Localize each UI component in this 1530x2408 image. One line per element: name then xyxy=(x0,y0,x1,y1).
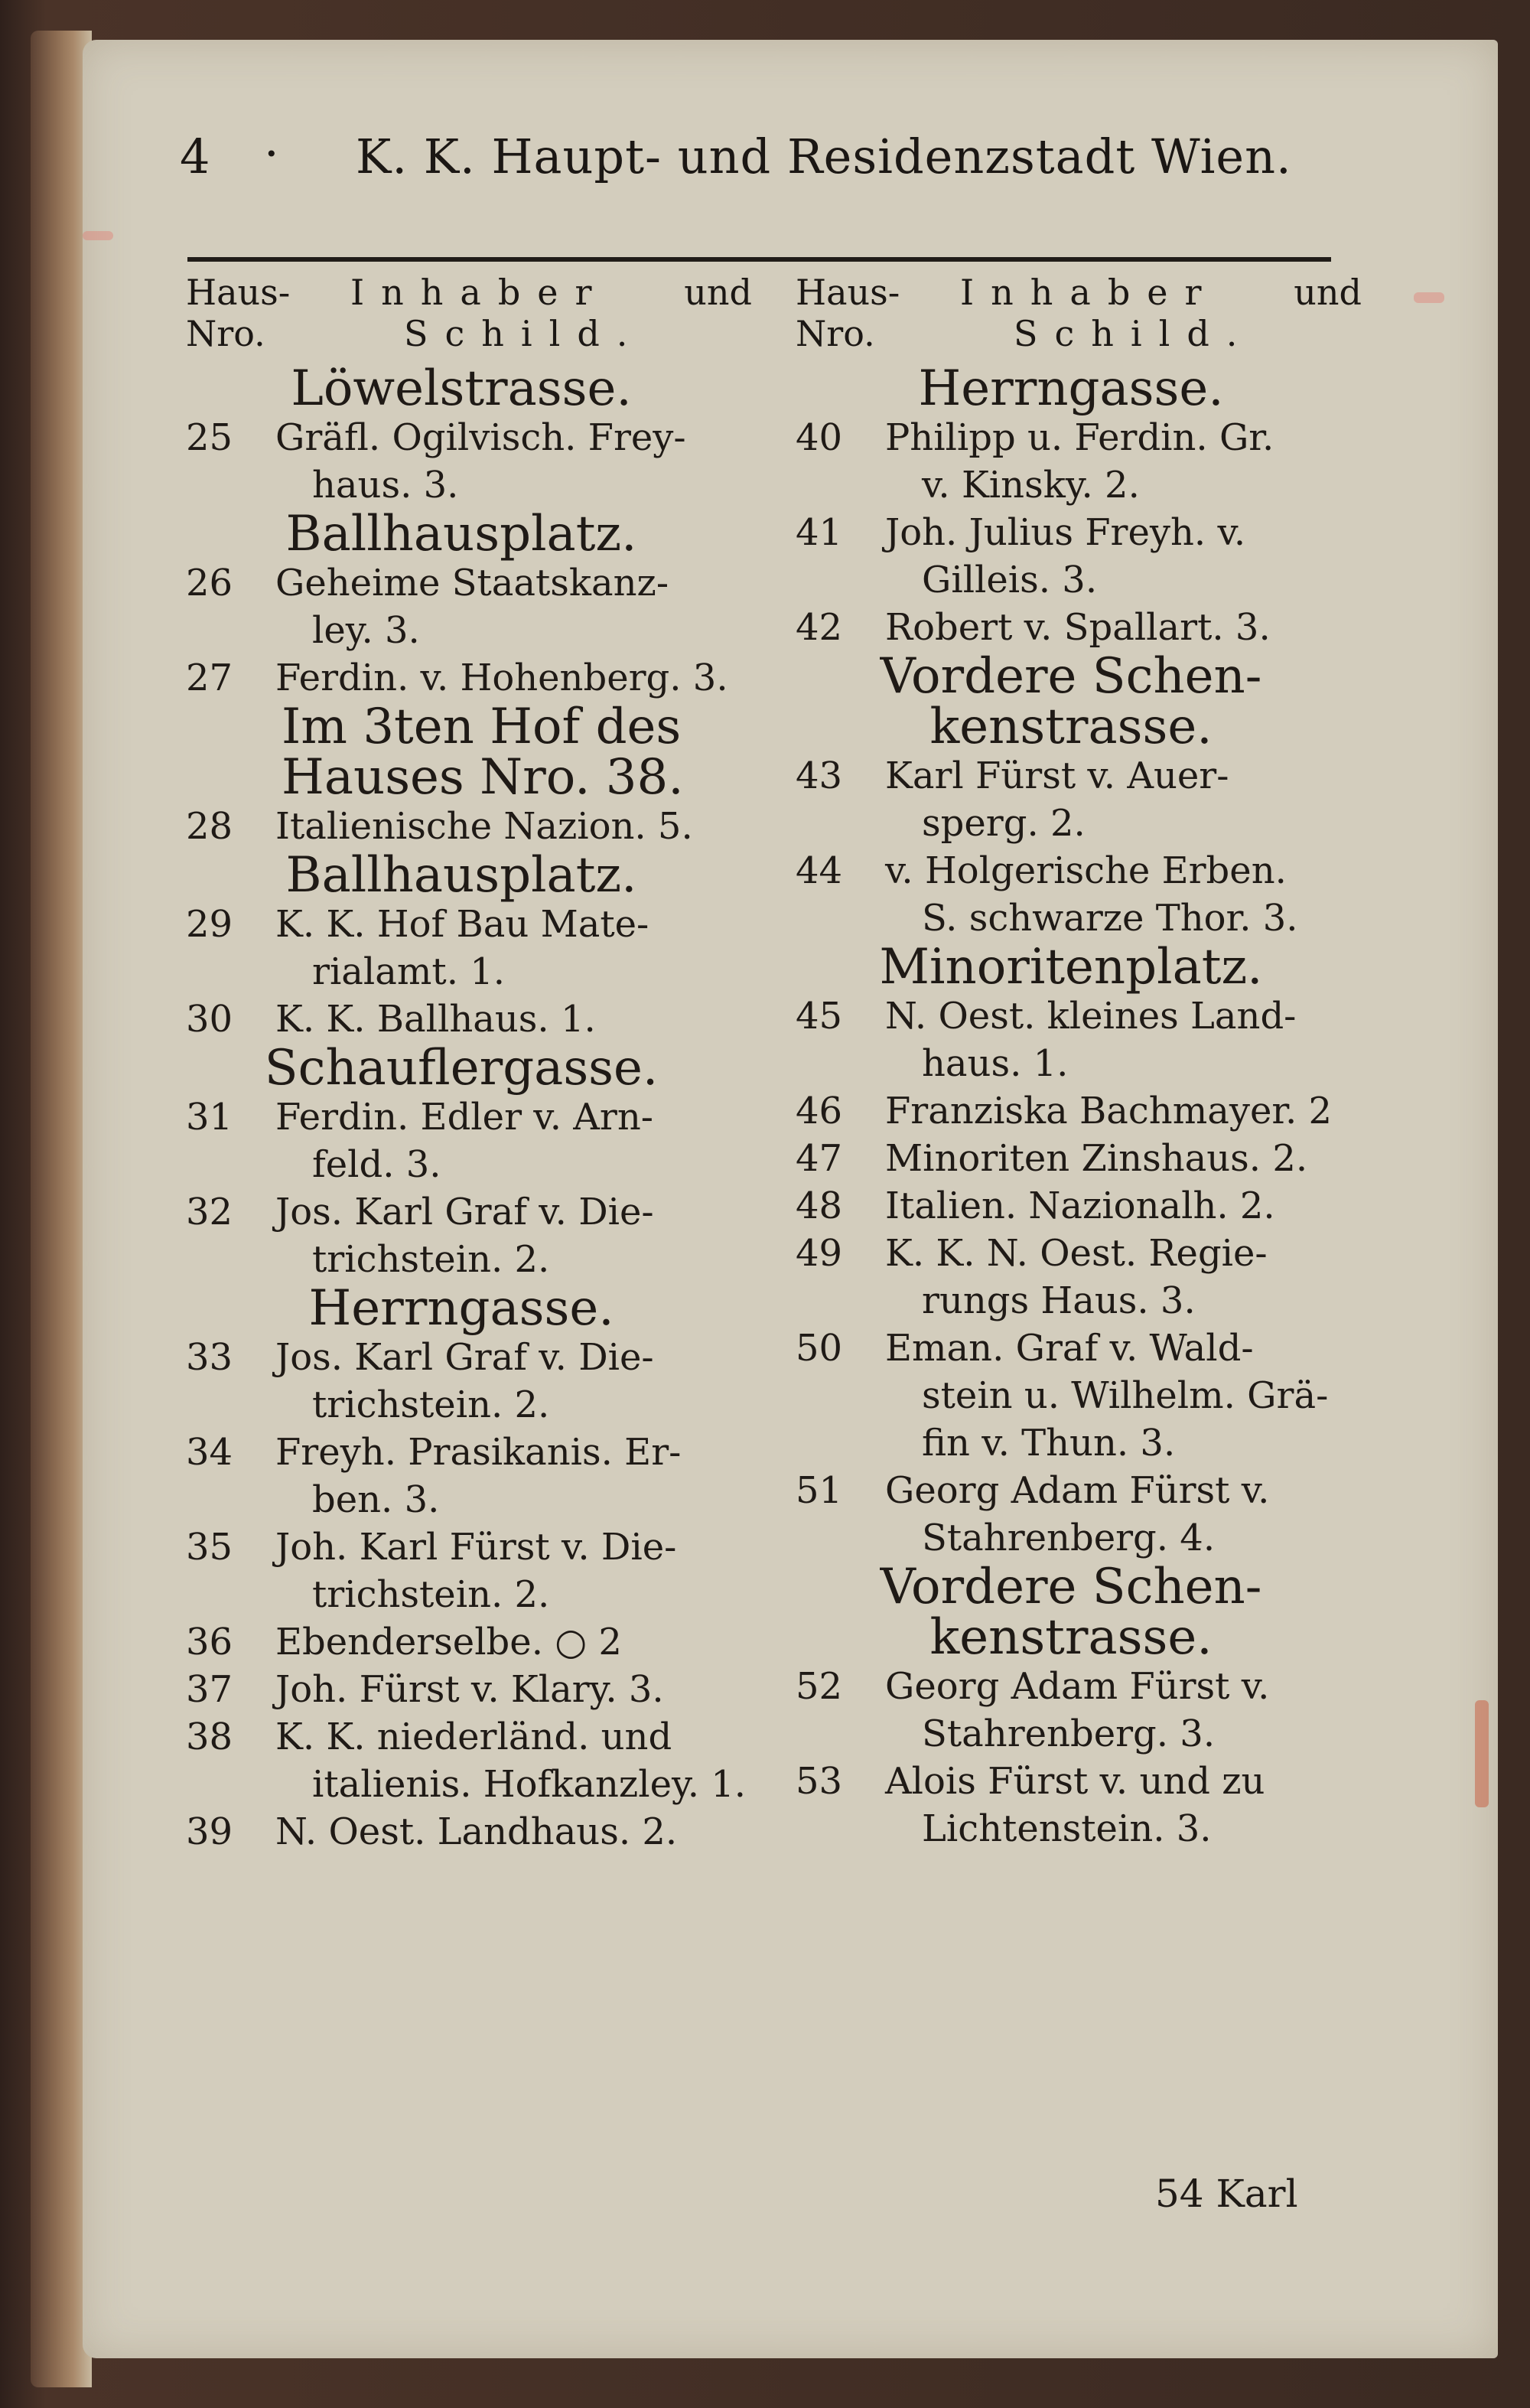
right-column xyxy=(796,272,1392,1852)
col-haus-label: Haus- xyxy=(796,272,900,313)
entry-continuation xyxy=(796,1040,1392,1087)
owner-text: haus. 1. xyxy=(922,1042,1069,1085)
col-schild-label: Schild. xyxy=(1014,313,1255,354)
owner-text: Italien. Nazionalh. 2. xyxy=(885,1184,1275,1227)
owner-text: Franziska Bachmayer. 2 xyxy=(885,1090,1333,1132)
house-number: 50 xyxy=(796,1327,843,1370)
house-number: 38 xyxy=(186,1716,233,1758)
street-heading xyxy=(186,1040,783,1096)
house-entry xyxy=(796,414,1392,461)
street-name: kenstrasse. xyxy=(929,699,1213,755)
house-number: 49 xyxy=(796,1232,843,1275)
house-number: 30 xyxy=(186,998,233,1041)
col-nro-label: Nro. xyxy=(186,313,265,354)
col-nro-label: Nro. xyxy=(796,313,875,354)
owner-text: Jos. Karl Graf v. Die- xyxy=(275,1336,654,1379)
catchword: 54 Karl xyxy=(1155,2172,1298,2216)
house-entry xyxy=(186,654,783,702)
house-entry xyxy=(186,1666,783,1713)
house-entry xyxy=(796,1135,1392,1182)
owner-text: stein u. Wilhelm. Grä- xyxy=(922,1374,1329,1417)
street-heading xyxy=(796,1609,1392,1666)
owner-text: S. schwarze Thor. 3. xyxy=(922,897,1298,940)
stain-mark xyxy=(1414,292,1444,303)
owner-text: Karl Fürst v. Auer- xyxy=(885,754,1229,797)
owner-text: trichstein. 2. xyxy=(312,1573,550,1616)
entry-continuation xyxy=(186,461,783,509)
house-entry xyxy=(796,847,1392,894)
house-entry xyxy=(796,1467,1392,1514)
street-name: Im 3ten Hof des xyxy=(282,699,682,755)
owner-text: v. Holgerische Erben. xyxy=(885,849,1287,892)
entry-continuation xyxy=(796,1514,1392,1562)
owner-text: ben. 3. xyxy=(312,1478,440,1521)
owner-text: feld. 3. xyxy=(312,1143,441,1186)
stain-mark xyxy=(83,231,113,240)
house-entry xyxy=(186,1523,783,1571)
street-heading xyxy=(796,1559,1392,1615)
owner-text: Eman. Graf v. Wald- xyxy=(885,1327,1254,1370)
street-name: Vordere Schen- xyxy=(880,648,1262,705)
owner-text: Ferdin. v. Hohenberg. 3. xyxy=(275,657,728,699)
owner-text: Ebenderselbe. ○ 2 xyxy=(275,1621,622,1663)
house-number: 29 xyxy=(186,903,233,946)
house-entry xyxy=(186,1713,783,1761)
street-heading xyxy=(186,699,783,755)
house-entry xyxy=(186,803,783,850)
owner-text: Italienische Nazion. 5. xyxy=(275,805,693,848)
left-entries xyxy=(186,360,783,1856)
owner-text: Georg Adam Fürst v. xyxy=(885,1469,1270,1512)
column-header xyxy=(186,272,783,363)
owner-text: Lichtenstein. 3. xyxy=(922,1807,1212,1850)
entry-continuation xyxy=(186,1381,783,1429)
left-column xyxy=(186,272,783,1856)
street-name: Ballhausplatz. xyxy=(285,847,637,904)
house-number: 27 xyxy=(186,657,233,699)
owner-text: Georg Adam Fürst v. xyxy=(885,1665,1270,1708)
street-name: Vordere Schen- xyxy=(880,1559,1262,1615)
owner-text: Ferdin. Edler v. Arn- xyxy=(275,1096,653,1139)
house-entry xyxy=(796,1087,1392,1135)
owner-text: Gilleis. 3. xyxy=(922,559,1098,601)
col-inhaber-label: Inhaber xyxy=(960,272,1219,313)
house-entry xyxy=(796,1663,1392,1710)
owner-text: v. Kinsky. 2. xyxy=(922,464,1140,507)
stain-mark xyxy=(1475,1700,1489,1807)
house-entry xyxy=(186,1429,783,1476)
house-entry xyxy=(186,1334,783,1381)
street-heading xyxy=(186,506,783,562)
house-entry xyxy=(796,992,1392,1040)
owner-text: fin v. Thun. 3. xyxy=(922,1422,1176,1465)
owner-text: ley. 3. xyxy=(312,609,420,652)
house-number: 45 xyxy=(796,995,843,1038)
street-heading xyxy=(796,939,1392,995)
owner-text: haus. 3. xyxy=(312,464,459,507)
entry-continuation xyxy=(796,894,1392,942)
house-number: 47 xyxy=(796,1137,843,1180)
entry-continuation xyxy=(796,1710,1392,1758)
street-heading xyxy=(186,847,783,904)
house-number: 33 xyxy=(186,1336,233,1379)
house-entry xyxy=(186,559,783,607)
house-number: 32 xyxy=(186,1191,233,1233)
house-number: 35 xyxy=(186,1526,233,1569)
entry-continuation xyxy=(186,1141,783,1188)
house-number: 46 xyxy=(796,1090,843,1132)
house-entry xyxy=(186,995,783,1043)
column-header xyxy=(796,272,1392,363)
entry-continuation xyxy=(186,1236,783,1283)
header-title: K. K. Haupt- und Residenzstadt Wien. xyxy=(356,129,1292,184)
street-name: Hauses Nro. 38. xyxy=(282,749,684,806)
col-schild-label: Schild. xyxy=(404,313,645,354)
house-number: 25 xyxy=(186,416,233,459)
house-entry xyxy=(796,1182,1392,1230)
entry-continuation xyxy=(796,556,1392,604)
street-name: Herrngasse. xyxy=(918,360,1224,417)
house-entry xyxy=(796,604,1392,651)
house-entry xyxy=(186,1093,783,1141)
street-heading xyxy=(796,699,1392,755)
house-number: 31 xyxy=(186,1096,233,1139)
house-number: 52 xyxy=(796,1665,843,1708)
owner-text: sperg. 2. xyxy=(922,802,1086,845)
street-heading xyxy=(186,1280,783,1337)
house-number: 48 xyxy=(796,1184,843,1227)
street-heading xyxy=(186,360,783,417)
street-heading xyxy=(796,360,1392,417)
entry-continuation xyxy=(796,800,1392,847)
col-und-label: und xyxy=(684,272,752,313)
owner-text: N. Oest. kleines Land- xyxy=(885,995,1297,1038)
house-number: 40 xyxy=(796,416,843,459)
house-entry xyxy=(796,1325,1392,1372)
street-name: kenstrasse. xyxy=(929,1609,1213,1666)
house-entry xyxy=(796,1230,1392,1277)
entry-continuation xyxy=(186,1761,783,1808)
owner-text: Joh. Karl Fürst v. Die- xyxy=(275,1526,677,1569)
house-entry xyxy=(186,1618,783,1666)
house-number: 28 xyxy=(186,805,233,848)
entry-continuation xyxy=(186,607,783,654)
entry-continuation xyxy=(186,948,783,995)
entry-continuation xyxy=(796,1277,1392,1325)
owner-text: Joh. Fürst v. Klary. 3. xyxy=(275,1668,664,1711)
house-entry xyxy=(796,752,1392,800)
street-name: Ballhausplatz. xyxy=(285,506,637,562)
entry-continuation xyxy=(796,1372,1392,1419)
street-name: Schauflergasse. xyxy=(264,1040,659,1096)
house-entry xyxy=(796,1758,1392,1805)
owner-text: trichstein. 2. xyxy=(312,1383,550,1426)
entry-continuation xyxy=(796,461,1392,509)
col-haus-label: Haus- xyxy=(186,272,291,313)
header-rule xyxy=(187,257,1331,262)
owner-text: Jos. Karl Graf v. Die- xyxy=(275,1191,654,1233)
owner-text: Freyh. Prasikanis. Er- xyxy=(275,1431,682,1474)
owner-text: Geheime Staatskanz- xyxy=(275,562,669,604)
house-number: 43 xyxy=(796,754,843,797)
owner-text: Philipp u. Ferdin. Gr. xyxy=(885,416,1274,459)
street-name: Herrngasse. xyxy=(308,1280,614,1337)
entry-continuation xyxy=(186,1476,783,1523)
house-number: 37 xyxy=(186,1668,233,1711)
col-inhaber-label: Inhaber xyxy=(350,272,609,313)
owner-text: Alois Fürst v. und zu xyxy=(885,1760,1265,1803)
street-name: Minoritenplatz. xyxy=(879,939,1263,995)
street-heading xyxy=(186,749,783,806)
entry-continuation xyxy=(186,1571,783,1618)
entry-continuation xyxy=(796,1419,1392,1467)
page-number: 4 xyxy=(180,129,211,184)
owner-text: Joh. Julius Freyh. v. xyxy=(885,511,1246,554)
house-number: 41 xyxy=(796,511,843,554)
owner-text: trichstein. 2. xyxy=(312,1238,550,1281)
owner-text: italienis. Hofkanzley. 1. xyxy=(312,1763,747,1806)
running-header xyxy=(180,125,1327,190)
house-entry xyxy=(186,901,783,948)
house-entry xyxy=(186,1188,783,1236)
owner-text: K. K. Ballhaus. 1. xyxy=(275,998,596,1041)
header-dot: · xyxy=(264,125,280,181)
owner-text: Minoriten Zinshaus. 2. xyxy=(885,1137,1308,1180)
owner-text: K. K. Hof Bau Mate- xyxy=(275,903,649,946)
house-number: 51 xyxy=(796,1469,843,1512)
house-number: 36 xyxy=(186,1621,233,1663)
owner-text: N. Oest. Landhaus. 2. xyxy=(275,1810,678,1853)
col-und-label: und xyxy=(1294,272,1362,313)
owner-text: Gräfl. Ogilvisch. Frey- xyxy=(275,416,686,459)
owner-text: K. K. niederländ. und xyxy=(275,1716,672,1758)
owner-text: Stahrenberg. 4. xyxy=(922,1517,1216,1559)
entry-continuation xyxy=(796,1805,1392,1852)
owner-text: rungs Haus. 3. xyxy=(922,1279,1196,1322)
house-number: 26 xyxy=(186,562,233,604)
house-number: 39 xyxy=(186,1810,233,1853)
house-entry xyxy=(186,414,783,461)
owner-text: Robert v. Spallart. 3. xyxy=(885,606,1271,649)
right-entries xyxy=(796,360,1392,1852)
house-entry xyxy=(186,1808,783,1856)
street-name: Löwelstrasse. xyxy=(291,360,632,417)
house-number: 42 xyxy=(796,606,843,649)
owner-text: K. K. N. Oest. Regie- xyxy=(885,1232,1268,1275)
house-number: 34 xyxy=(186,1431,233,1474)
owner-text: Stahrenberg. 3. xyxy=(922,1712,1216,1755)
house-entry xyxy=(796,509,1392,556)
owner-text: rialamt. 1. xyxy=(312,950,505,993)
house-number: 53 xyxy=(796,1760,843,1803)
house-number: 44 xyxy=(796,849,843,892)
street-heading xyxy=(796,648,1392,705)
